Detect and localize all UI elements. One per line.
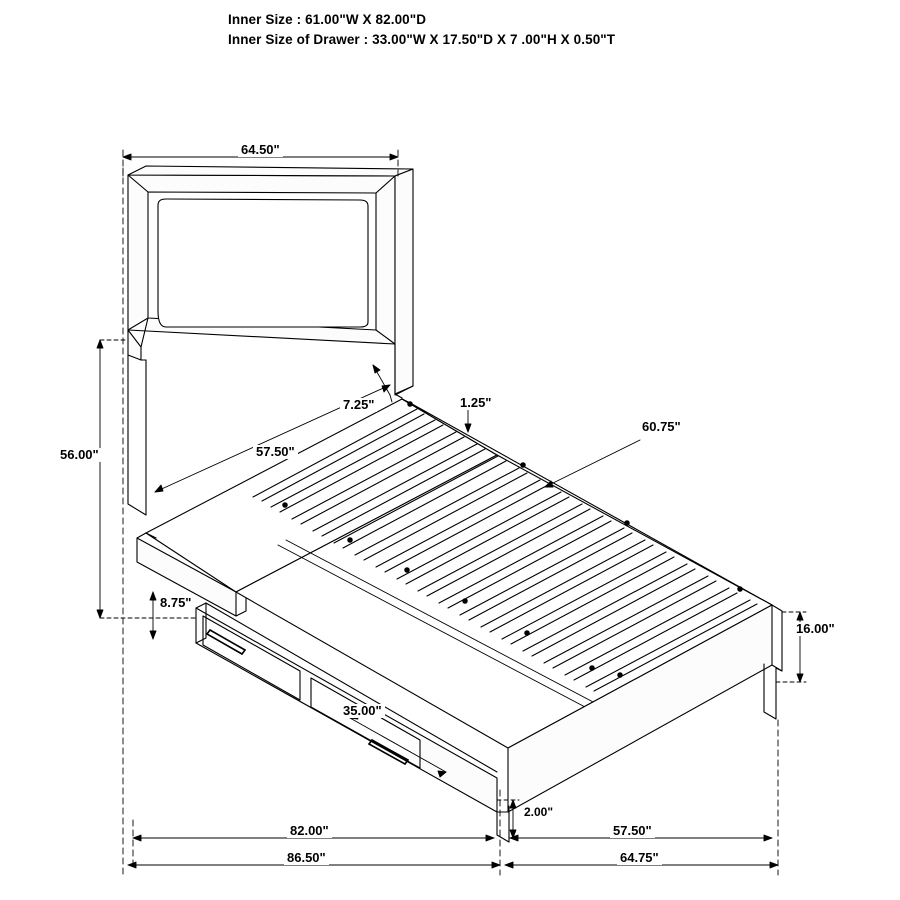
dimension-footboard-height: 16.00": [793, 622, 838, 636]
dimension-headboard-width: 64.50": [238, 143, 283, 157]
dimension-ground-clearance: 2.00": [521, 806, 556, 819]
dimension-foot-depth: 57.50": [610, 824, 655, 838]
dimension-overall-length: 86.50": [284, 851, 329, 865]
dimension-headboard-panel-inset: 7.25": [340, 398, 377, 412]
dimension-drawer-front-height: 8.75": [157, 596, 194, 610]
dimension-side-rail-length: 82.00": [287, 824, 332, 838]
dimension-slat-rail-thickness: 1.25": [457, 396, 494, 410]
dimension-drawer-width: 35.00": [340, 704, 385, 718]
dimension-slat-deck-length: 60.75": [639, 420, 684, 434]
inner-size-drawer-line: Inner Size of Drawer : 33.00"W X 17.50"D X 7 .00"H X 0.50"T: [228, 31, 616, 47]
dimension-interior-width: 57.50": [253, 445, 298, 459]
dimension-overall-height: 56.00": [57, 448, 102, 462]
dimension-overall-depth: 64.75": [617, 851, 662, 865]
inner-size-line: Inner Size : 61.00"W X 82.00"D: [228, 12, 427, 27]
